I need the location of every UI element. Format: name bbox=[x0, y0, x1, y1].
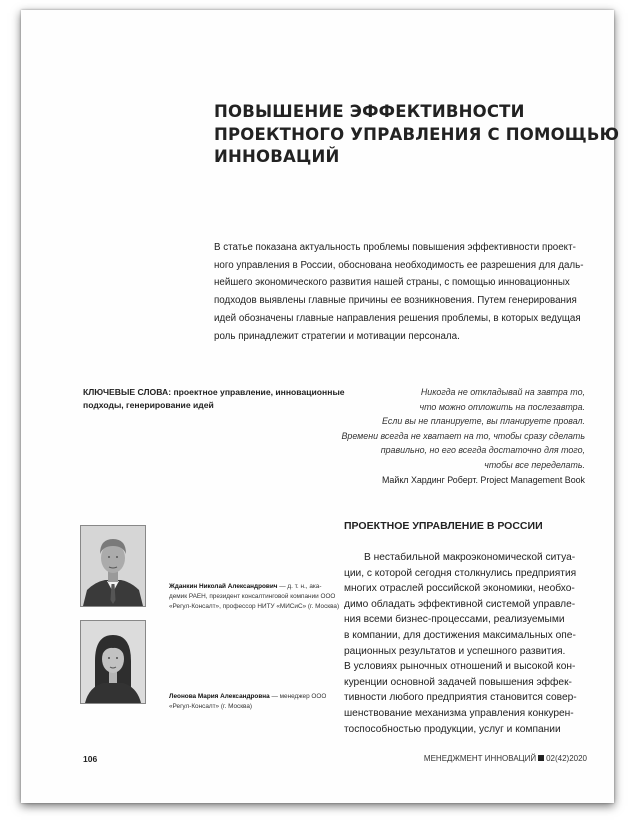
magazine-page bbox=[21, 10, 620, 803]
title-line: ПОВЫШЕНИЕ ЭФФЕКТИВНОСТИ bbox=[214, 102, 525, 121]
abstract-line: подходов выявлены главные причины ее возникновения. Путем генерирования bbox=[214, 295, 577, 307]
man-portrait-icon bbox=[81, 526, 145, 606]
abstract-line: В статье показана актуальность проблемы повышения эффективности проект- bbox=[214, 242, 576, 253]
epigraph-line: чтобы все переделать. bbox=[484, 459, 585, 470]
author-name: Жданкин Николай Александрович bbox=[169, 583, 278, 590]
abstract-line: идей обозначены главные направления решения проблемы, в которых ведущая bbox=[214, 312, 581, 324]
epigraph-line: Если вы не планируете, вы планируете провал. bbox=[382, 416, 585, 427]
author-bio-line: — менеджер ООО bbox=[269, 693, 327, 700]
journal-issue: 02(42)2020 bbox=[546, 754, 587, 763]
abstract-line: роль принадлежит стратегии и мотивации персонала. bbox=[214, 330, 460, 342]
author-bio-zhdankin bbox=[169, 582, 344, 612]
epigraph-line: правильно, но его всегда достаточно для того, bbox=[380, 445, 585, 456]
author-bio-line: «Регул-Консалт» (г. Москва) bbox=[169, 703, 253, 710]
abstract-line: ного управления в России, обоснована необходимость ее разрешения для даль- bbox=[214, 259, 584, 271]
keywords-line: КЛЮЧЕВЫЕ СЛОВА: проектное управление, инновационные bbox=[83, 387, 345, 397]
body-line: тивности любого предприятия становится совер- bbox=[344, 692, 577, 704]
epigraph-line: Времени всегда не хватает на то, чтобы сразу сделать bbox=[341, 430, 585, 441]
woman-portrait-icon bbox=[81, 621, 145, 703]
journal-name: МЕНЕДЖМЕНТ ИННОВАЦИЙ bbox=[423, 754, 537, 763]
epigraph bbox=[285, 385, 585, 487]
author-bio-line: «Регул-Консалт», профессор НИТУ «МИСиС» (г. Москва) bbox=[169, 603, 340, 610]
journal-footer bbox=[424, 754, 587, 763]
body-line: димо обладать эффективной системой управле- bbox=[344, 598, 576, 610]
author-bio-line: — д. т. н., ака- bbox=[277, 583, 322, 590]
body-line: тоспособностью продукции, услуг и компании bbox=[344, 723, 561, 735]
epigraph-source: Майкл Хардинг Роберт. Project Management Book bbox=[381, 474, 585, 485]
author-photo-zhdankin bbox=[80, 525, 146, 607]
section-body bbox=[344, 550, 604, 737]
body-line: В условиях рыночных отношений и высокой кон- bbox=[344, 661, 576, 673]
abstract-line: нейшего экономического развития нашей страны, с помощью инновационных bbox=[214, 277, 570, 289]
body-line: шенствование механизма управления конкурен- bbox=[344, 707, 574, 719]
author-bio-leonova bbox=[169, 692, 344, 712]
section-heading: ПРОЕКТНОЕ УПРАВЛЕНИЕ В РОССИИ bbox=[344, 520, 543, 532]
author-photo-leonova bbox=[80, 620, 146, 704]
keywords-line: подходы, генерирование идей bbox=[83, 399, 214, 410]
body-line: рационных результатов и успешного развития. bbox=[344, 645, 566, 657]
page-number: 106 bbox=[83, 754, 98, 764]
body-line: В нестабильной макроэкономической ситуа- bbox=[364, 552, 576, 563]
body-line: ния всеми бизнес-процессами, реализуемыми bbox=[344, 614, 565, 626]
body-line: в компании, для достижения максимальных опе- bbox=[344, 629, 576, 641]
epigraph-line: что можно отложить на послезавтра. bbox=[419, 401, 585, 412]
body-line: куренции основной задачей повышения эффек- bbox=[344, 676, 572, 688]
article-abstract bbox=[214, 239, 594, 345]
title-line: ПРОЕКТНОГО УПРАВЛЕНИЯ С ПОМОЩЬЮ bbox=[214, 124, 620, 144]
author-name: Леонова Мария Александровна bbox=[169, 693, 270, 700]
body-line: ции, с которой сегодня столкнулись предприятия bbox=[344, 567, 577, 579]
article-title bbox=[214, 101, 620, 169]
body-line: многих отраслей российской экономики, необхо- bbox=[344, 583, 575, 595]
title-line: ИННОВАЦИЙ bbox=[214, 147, 340, 166]
epigraph-line: Никогда не откладывай на завтра то, bbox=[420, 387, 585, 397]
author-bio-line: демик РАЕН, президент консалтинговой компании ООО bbox=[169, 593, 336, 600]
square-bullet-icon bbox=[538, 755, 544, 761]
